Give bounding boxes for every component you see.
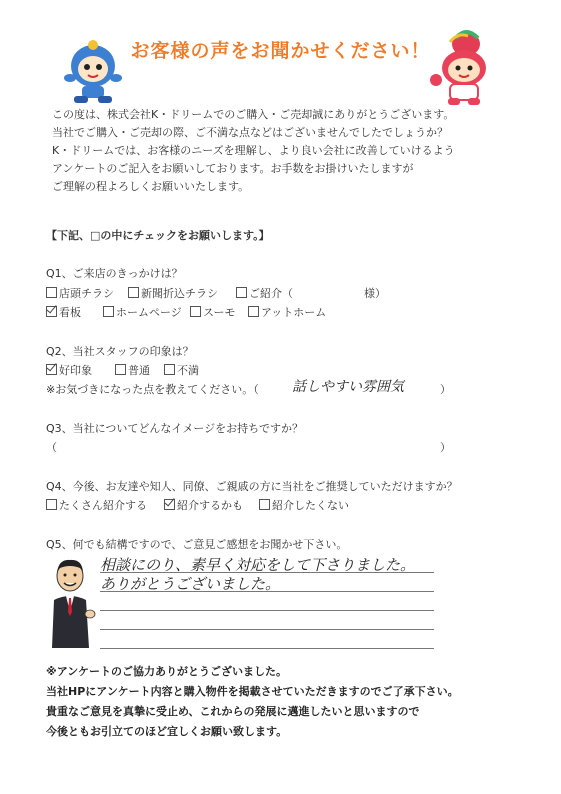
footer-line-3: 貴重なご意見を真摯に受止め、これからの発展に邁進したいと思いますので <box>46 705 420 718</box>
q1-option-storefront-flyer[interactable] <box>46 285 114 301</box>
q1-option-homepage[interactable] <box>103 304 182 320</box>
option-label: 不満 <box>177 364 199 377</box>
option-label: 店頭チラシ <box>59 287 114 300</box>
q1-option-signboard[interactable] <box>46 304 81 320</box>
checkbox[interactable] <box>46 287 57 298</box>
q1-question: Q1、ご来店のきっかけは？ <box>46 267 183 280</box>
q2-option-good[interactable] <box>46 362 92 378</box>
checkbox[interactable] <box>46 499 57 510</box>
checkbox-checked[interactable] <box>46 306 57 317</box>
q1-option-referral[interactable] <box>236 285 293 301</box>
q3-question: Q3、当社についてどんなイメージをお持ちですか？ <box>46 422 303 435</box>
q3-open-paren: （ <box>46 441 57 454</box>
q5-handwritten-line-1[interactable]: 相談にのり、素早く対応をして下さりました。 <box>100 556 416 574</box>
option-label: 好印象 <box>59 364 92 377</box>
intro-line-1: この度は、株式会社K・ドリームでのご購入・ご売却誠にありがとうございます。 <box>52 108 455 121</box>
checkbox[interactable] <box>259 499 270 510</box>
option-label: 普通 <box>128 364 150 377</box>
q5-handwritten-line-2[interactable]: ありがとうございました。 <box>100 575 281 593</box>
option-label: たくさん紹介する <box>59 499 147 512</box>
footer-line-1: ※アンケートのご協力ありがとうございました。 <box>46 665 288 678</box>
option-label: アットホーム <box>261 306 327 319</box>
q4-question: Q4、今後、お友達や知人、同僚、ご親戚の方に当社をご推奨していただけますか？ <box>46 480 458 493</box>
footer-line-4: 今後ともお引立てのほど宜しくお願い致します。 <box>46 725 288 738</box>
checkbox[interactable] <box>115 364 126 375</box>
comment-line-4 <box>100 629 434 630</box>
checkbox[interactable] <box>190 306 201 317</box>
footer-line-2: 当社HPにアンケート内容と購入物件を掲載させていただきますのでご了承下さい。 <box>46 685 459 698</box>
q1-option-suumo[interactable] <box>190 304 235 320</box>
intro-line-4: アンケートのご記入をお願いしております。お手数をお掛けいたしますが <box>52 162 414 175</box>
checkbox[interactable] <box>103 306 114 317</box>
q5-question: Q5、何でも結構ですので、ご意見ご感想をお聞かせ下さい。 <box>46 538 348 551</box>
option-label: ホームページ <box>116 306 182 319</box>
option-label: 新聞折込チラシ <box>141 287 218 300</box>
q3-close-paren: ） <box>440 441 451 454</box>
intro-line-5: ご理解の程よろしくお願いいたします。 <box>52 180 250 193</box>
q2-option-dissatisfied[interactable] <box>164 362 199 378</box>
checkbox[interactable] <box>128 287 139 298</box>
checkbox[interactable] <box>236 287 247 298</box>
instruction: 【下記、□の中にチェックをお願いします。】 <box>46 229 270 242</box>
checkbox[interactable] <box>248 306 259 317</box>
q1-option-newspaper-insert[interactable] <box>128 285 218 301</box>
q2-question: Q2、当社スタッフの印象は？ <box>46 345 194 358</box>
option-label: 看板 <box>59 306 81 319</box>
intro-line-3: K・ドリームでは、お客様のニーズを理解し、より良い会社に改善していけるよう <box>52 144 455 157</box>
checkbox-checked[interactable] <box>164 499 175 510</box>
q1-referral-close: 様） <box>364 287 386 300</box>
q2-comment-prompt: ※お気づきになった点を教えてください。（ <box>46 383 259 396</box>
q2-option-normal[interactable] <box>115 362 150 378</box>
checkbox-checked[interactable] <box>46 364 57 375</box>
intro-line-2: 当社でご購入・ご売却の際、ご不満な点などはございませんでしたでしょうか？ <box>52 126 448 139</box>
page-title: お客様の声をお聞かせください！ <box>130 40 431 62</box>
q1-option-athome[interactable] <box>248 304 326 320</box>
comment-line-5 <box>100 648 434 649</box>
option-label: スーモ <box>203 306 236 319</box>
option-label: 紹介したくない <box>272 499 349 512</box>
q2-handwritten-comment[interactable]: 話しやすい雰囲気 <box>292 379 404 395</box>
comment-line-3 <box>100 610 434 611</box>
q2-comment-close: ） <box>440 383 451 396</box>
q4-option-maybe[interactable] <box>164 497 243 513</box>
option-label: ご紹介（ <box>249 287 293 300</box>
q4-option-no[interactable] <box>259 497 349 513</box>
q4-option-many[interactable] <box>46 497 147 513</box>
checkbox[interactable] <box>164 364 175 375</box>
option-label: 紹介するかも <box>177 499 243 512</box>
man-illustration-icon <box>46 556 96 648</box>
